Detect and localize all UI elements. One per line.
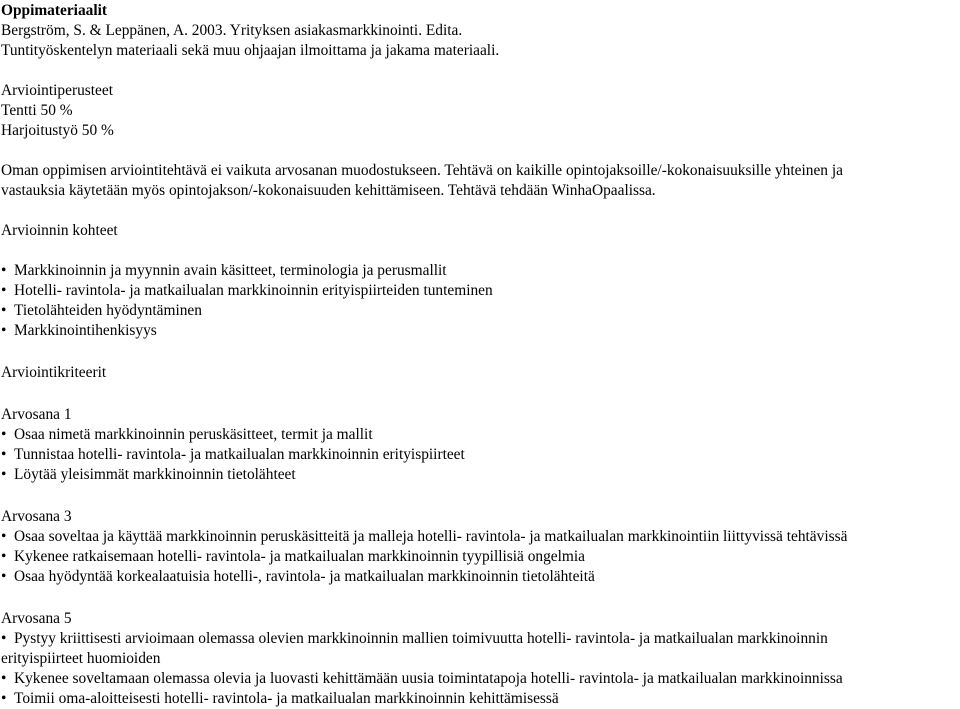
targets-list bbox=[1, 261, 959, 341]
grade-3-list bbox=[1, 527, 959, 587]
criteria-heading: Arviointikriteerit bbox=[1, 364, 107, 381]
assessment-note-line-1: Oman oppimisen arviointitehtävä ei vaikuta arvosanan muodostukseen. Tehtävä on kaikille opintojaksoille/-kokonaisuuksille yhteinen ja bbox=[1, 162, 843, 179]
materials-other: Tuntityöskentelyn materiaali sekä muu ohjaajan ilmoittama ja jakama materiaali. bbox=[1, 42, 500, 59]
document-page bbox=[1, 1, 959, 709]
materials-section bbox=[1, 1, 959, 61]
list-item: • Tunnistaa hotelli- ravintola- ja matkailualan markkinoinnin erityispiirteet bbox=[1, 445, 959, 465]
materials-heading: Oppimateriaalit bbox=[1, 2, 108, 19]
list-item: • Osaa hyödyntää korkealaatuisia hotelli-, ravintola- ja matkailualan markkinoinnin tietolähteitä bbox=[1, 567, 959, 587]
list-item: • Markkinointihenkisyys bbox=[1, 321, 959, 341]
assessment-note-line-2: vastauksia käytetään myös opintojakson/-kokonaisuuden kehittämiseen. Tehtävä tehdään WinhaOpaalissa. bbox=[1, 182, 656, 199]
grade-3-label: Arvosana 3 bbox=[1, 508, 72, 525]
assessment-heading: Arviointiperusteet bbox=[1, 82, 113, 99]
spacer bbox=[1, 587, 959, 609]
list-item: • Markkinoinnin ja myynnin avain käsitteet, terminologia ja perusmallit bbox=[1, 261, 959, 281]
criteria-section bbox=[1, 363, 959, 709]
list-item: • Toimii oma-aloitteisesti hotelli- ravintola- ja matkailualan markkinoinnin kehittämisessä bbox=[1, 689, 959, 709]
spacer bbox=[1, 141, 959, 161]
spacer bbox=[1, 61, 959, 81]
list-item: • Kykenee soveltamaan olemassa olevia ja luovasti kehittämään uusia toimintatapoja hotelli- ravintola- ja matkailualan markkinoinnissa bbox=[1, 669, 959, 689]
assessment-section bbox=[1, 81, 959, 201]
grade-5-list bbox=[1, 629, 959, 649]
list-item: • Kykenee ratkaisemaan hotelli- ravintola- ja matkailualan markkinoinnin tyypillisiä ongelmia bbox=[1, 547, 959, 567]
grade-1-list bbox=[1, 425, 959, 485]
assessment-exam: Tentti 50 % bbox=[1, 102, 73, 119]
list-item-continuation: erityispiirteet huomioiden bbox=[1, 650, 161, 667]
list-item: • Osaa soveltaa ja käyttää markkinoinnin peruskäsitteitä ja malleja hotelli- ravintola- ja matkailualan markkinointiin liittyvissä tehtävissä bbox=[1, 527, 959, 547]
list-item bbox=[1, 629, 959, 649]
spacer bbox=[1, 485, 959, 507]
spacer bbox=[1, 383, 959, 405]
list-item: • Löytää yleisimmät markkinoinnin tietolähteet bbox=[1, 465, 959, 485]
targets-section bbox=[1, 221, 959, 341]
list-item: • Osaa nimetä markkinoinnin peruskäsitteet, termit ja mallit bbox=[1, 425, 959, 445]
grade-5-list-cont bbox=[1, 669, 959, 709]
materials-book: Bergström, S. & Leppänen, A. 2003. Yrityksen asiakasmarkkinointi. Edita. bbox=[1, 22, 463, 39]
grade-1-label: Arvosana 1 bbox=[1, 406, 72, 423]
spacer bbox=[1, 341, 959, 363]
list-item-line: • Pystyy kriittisesti arvioimaan olemassa olevien markkinoinnin mallien toimivuutta hotelli- ravintola- ja matkailualan markkinoinnin bbox=[14, 630, 828, 647]
list-item: • Hotelli- ravintola- ja matkailualan markkinoinnin erityispiirteiden tunteminen bbox=[1, 281, 959, 301]
targets-heading: Arvioinnin kohteet bbox=[1, 222, 118, 239]
grade-5-label: Arvosana 5 bbox=[1, 610, 72, 627]
spacer bbox=[1, 241, 959, 261]
assessment-assignment: Harjoitustyö 50 % bbox=[1, 122, 114, 139]
spacer bbox=[1, 201, 959, 221]
list-item: • Tietolähteiden hyödyntäminen bbox=[1, 301, 959, 321]
